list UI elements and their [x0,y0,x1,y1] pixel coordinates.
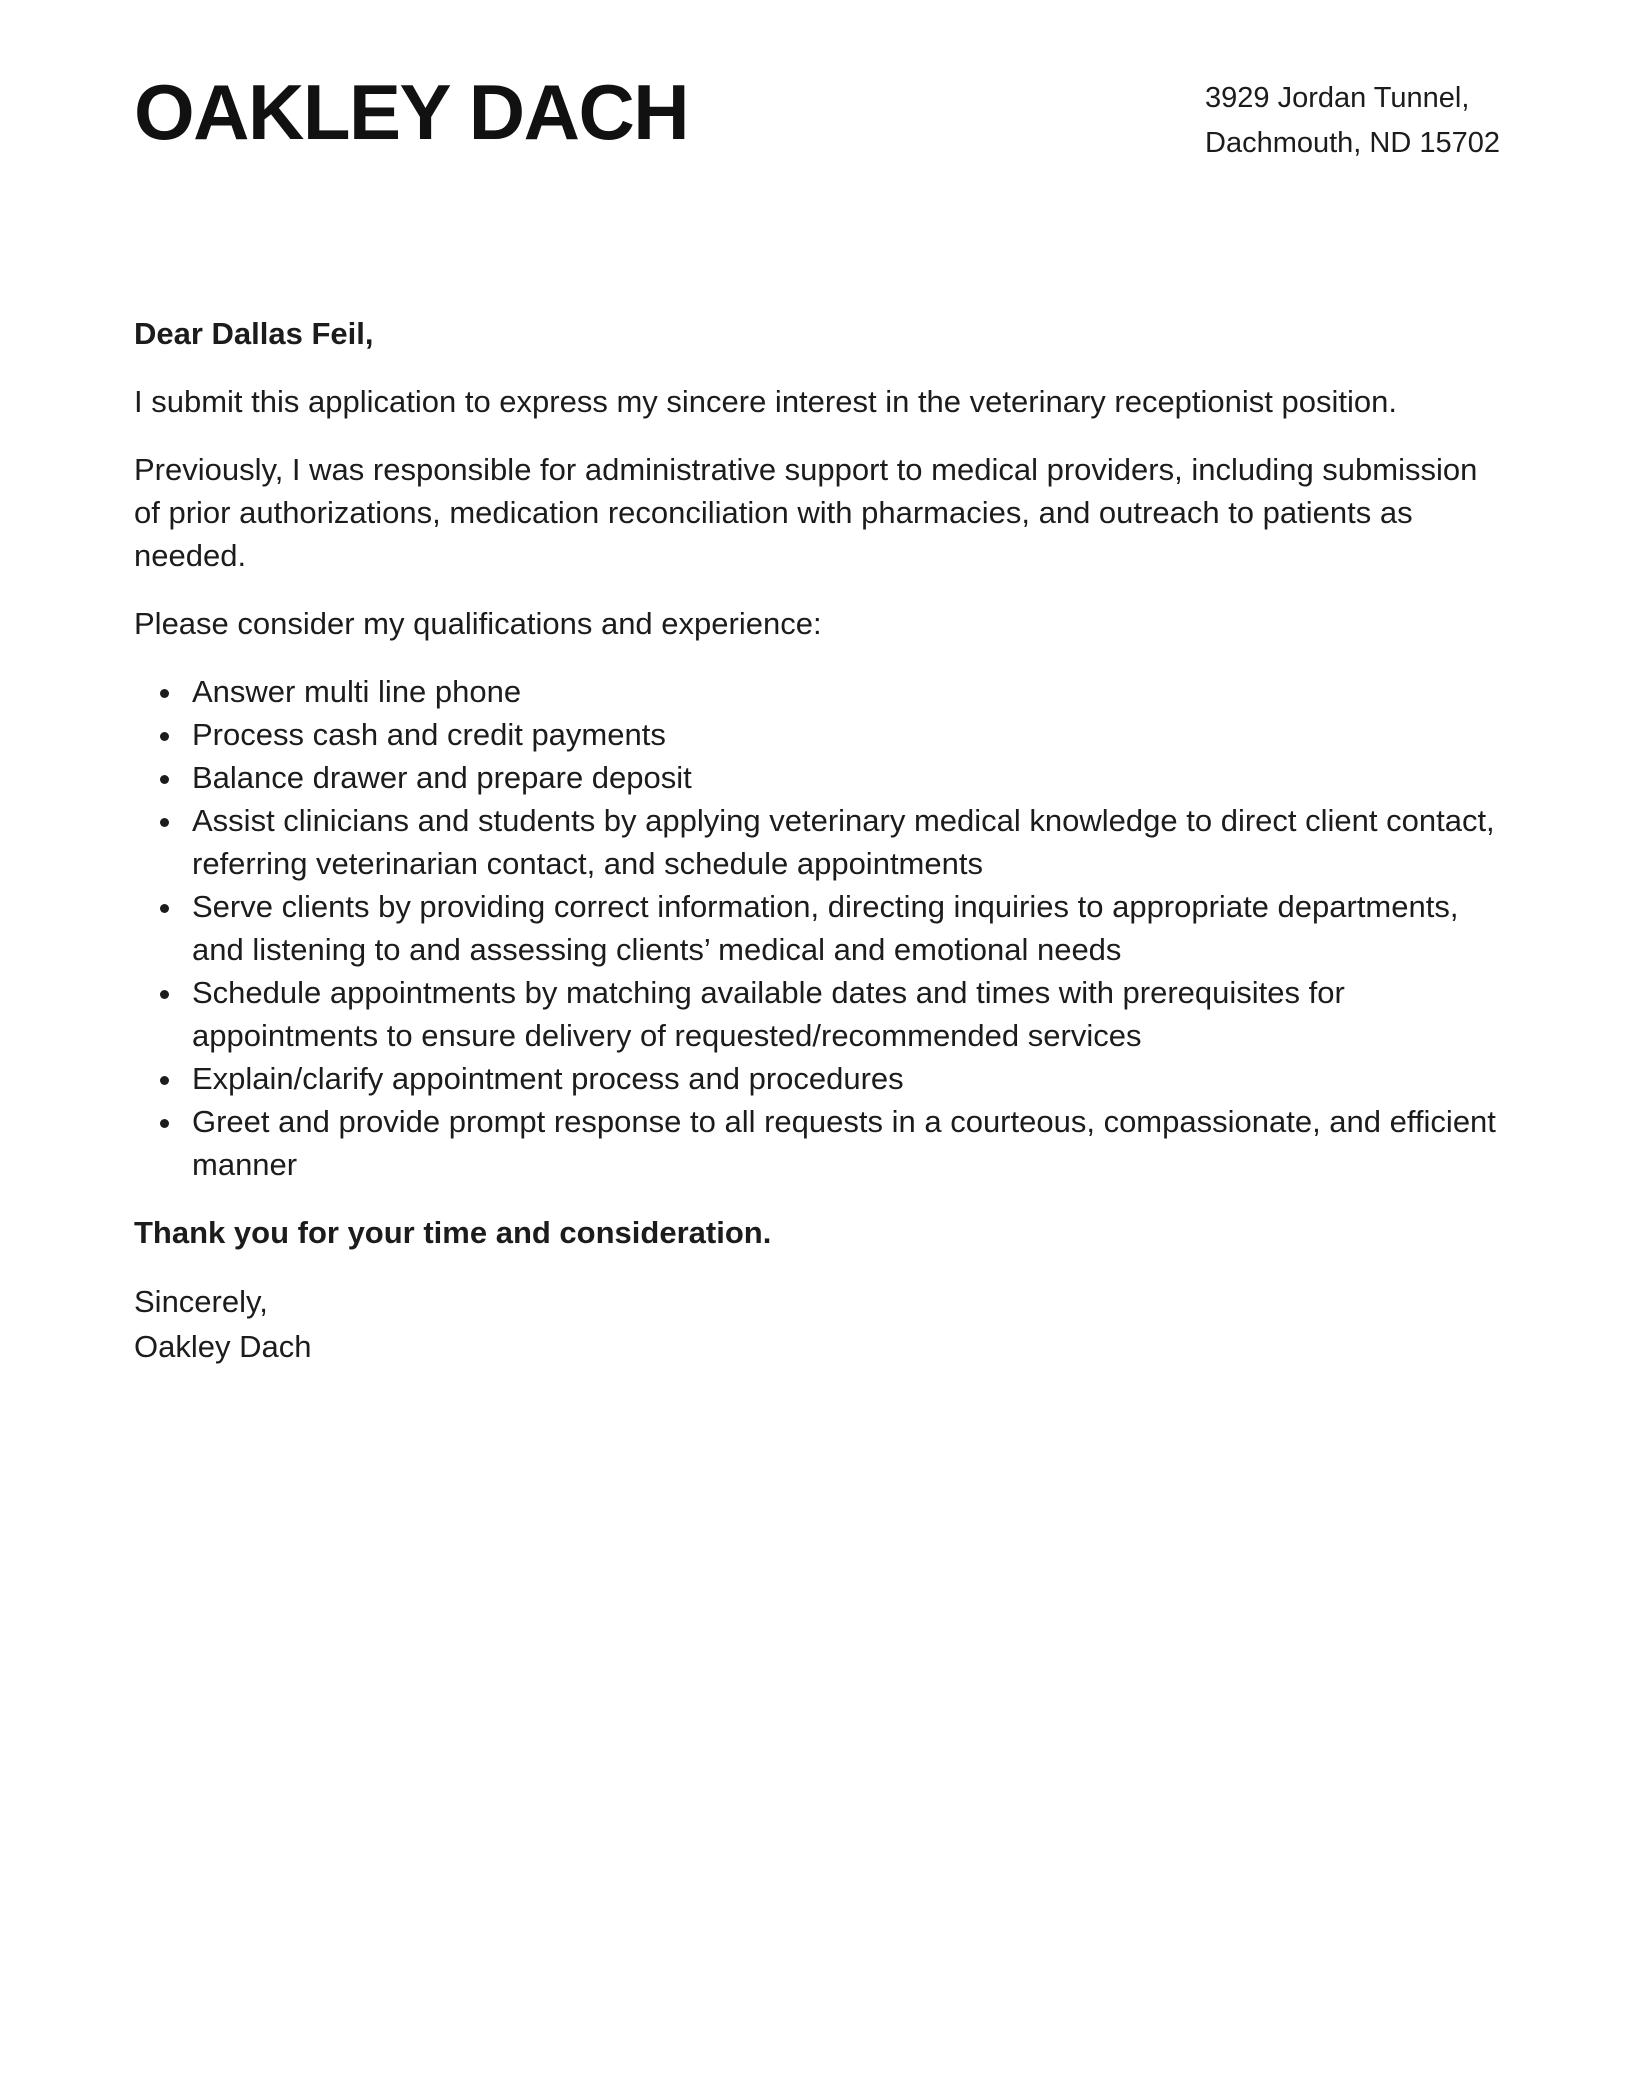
signature-name: Oakley Dach [134,1329,312,1364]
list-item: • Answer multi line phone [185,670,1500,713]
previous-experience-paragraph: Previously, I was responsible for administrative support to medical providers, including submission of prior authorizations, medication reconciliation with pharmacies, and outreach to patients as needed. [134,452,1478,573]
list-item: • Balance drawer and prepare deposit [185,756,1500,799]
list-item: • Serve clients by providing correct information, directing inquiries to appropriate departments, and listening to and assessing clients’ medical and emotional needs [185,885,1500,971]
signature-block [134,1279,1500,1369]
letter-header [134,68,1500,166]
address-line-1: 3929 Jordan Tunnel, [1205,82,1470,114]
list-item: • Explain/clarify appointment process and procedures [185,1057,1500,1100]
closing-line: Thank you for your time and consideration. [134,1215,772,1250]
sender-address-block [1205,72,1500,166]
qualifications-lead-paragraph: Please consider my qualifications and experience: [134,606,822,641]
sender-name-title: OAKLEY DACH [134,68,689,156]
greeting-line: Dear Dallas Feil, [134,316,374,351]
list-item: • Process cash and credit payments [185,713,1500,756]
address-line-2: Dachmouth, ND 15702 [1205,127,1500,159]
qualifications-list [134,670,1500,1186]
letter-body [134,312,1500,1369]
list-item: • Greet and provide prompt response to all requests in a courteous, compassionate, and efficient manner [185,1100,1500,1186]
list-item: • Assist clinicians and students by applying veterinary medical knowledge to direct client contact, referring veterinarian contact, and schedule appointments [185,799,1500,885]
list-item: • Schedule appointments by matching available dates and times with prerequisites for appointments to ensure delivery of requested/recommended services [185,971,1500,1057]
intro-paragraph: I submit this application to express my sincere interest in the veterinary receptionist position. [134,384,1397,419]
signoff-line: Sincerely, [134,1284,268,1319]
